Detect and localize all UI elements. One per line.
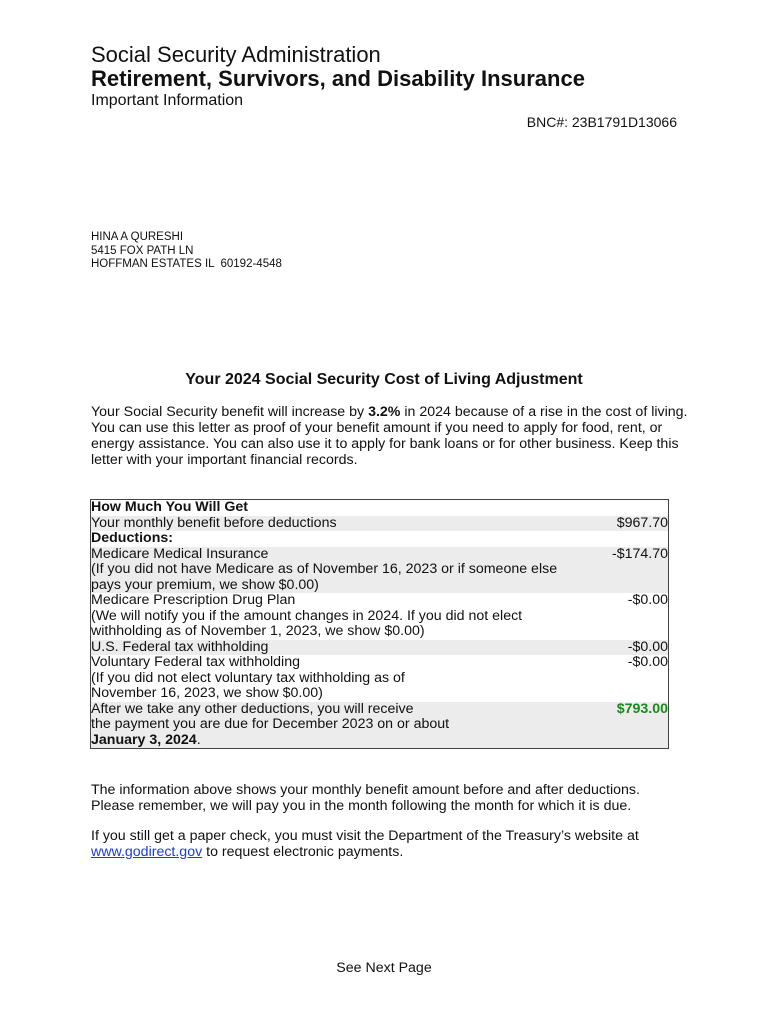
table-title-row	[91, 500, 668, 516]
recipient-address	[91, 231, 282, 272]
medicare-label: Medicare Medical Insurance	[91, 545, 269, 562]
monthly-benefit-row	[91, 516, 668, 532]
recipient-street: 5415 FOX PATH LN	[91, 244, 194, 257]
vol-tax-note: (If you did not elect voluntary tax withholding as of November 16, 2023, we show $0.00)	[91, 669, 405, 701]
final-line-2: the payment you are due for December 2023 on or about	[91, 716, 450, 732]
final-line-1: After we take any other deductions, you will receive	[91, 700, 414, 717]
medicare-row	[91, 547, 668, 594]
increase-percent: 3.2%	[368, 404, 401, 420]
intro-before: Your Social Security benefit will increase by	[91, 404, 369, 420]
drug-plan-note: (We will notify you if the amount changes in 2024. If you did not elect withholding as of November 1, 2023, we show $0.00)	[91, 607, 523, 639]
vol-tax-row	[91, 655, 668, 702]
recipient-name: HINA A QURESHI	[91, 231, 184, 243]
subtitle: Important Information	[91, 92, 244, 109]
vol-tax-amount: -$0.00	[627, 654, 668, 670]
final-payment-row	[91, 702, 668, 749]
deductions-label: Deductions:	[91, 530, 173, 546]
drug-plan-row	[91, 593, 668, 640]
drug-plan-label: Medicare Prescription Drug Plan	[91, 592, 296, 608]
paper-check-paragraph	[91, 828, 691, 860]
paper-check-text: If you still get a paper check, you must visit the Department of the Treasury’s website at	[91, 828, 639, 844]
drug-plan-amount: -$0.00	[627, 592, 668, 608]
letter-heading: Your 2024 Social Security Cost of Living Adjustment	[185, 371, 583, 388]
see-next-page: See Next Page	[336, 960, 432, 976]
payment-date-period: .	[196, 731, 201, 748]
fed-tax-label: U.S. Federal tax withholding	[91, 638, 269, 655]
agency-name: Social Security Administration	[91, 42, 381, 67]
explanation-paragraph	[91, 782, 691, 814]
godirect-link[interactable]: www.godirect.gov	[91, 844, 203, 860]
explanation-line-1: The information above shows your monthly benefit amount before and after deductions.	[91, 782, 640, 798]
bnc-number: BNC#: 23B1791D13066	[526, 114, 677, 130]
program-title: Retirement, Survivors, and Disability Insurance	[91, 66, 585, 91]
recipient-city: HOFFMAN ESTATES IL 60192-4548	[91, 258, 282, 270]
monthly-benefit-amount: $967.70	[616, 514, 668, 531]
payment-date: January 3, 2024	[91, 731, 197, 748]
medicare-note: (If you did not have Medicare as of November 16, 2023 or if someone else pays your premium, we show $0.00)	[91, 561, 558, 593]
fed-tax-amount: -$0.00	[627, 638, 668, 655]
fed-tax-row	[91, 640, 668, 656]
final-payment-amount: $793.00	[616, 700, 668, 717]
deductions-row	[91, 531, 668, 547]
monthly-benefit-label: Your monthly benefit before deductions	[91, 514, 337, 531]
benefit-table	[90, 499, 669, 749]
intro-paragraph	[91, 404, 691, 468]
medicare-amount: -$174.70	[611, 545, 668, 562]
paper-check-after: to request electronic payments.	[202, 844, 404, 860]
intro-after: in 2024 because of a rise in the cost of living. You can use this letter as proof of your benefit amount if you need to apply for food, rent, or energy assistance. You can also use it to apply for bank loans or for other business. Keep this letter with your important financial records.	[91, 404, 688, 468]
explanation-line-2: Please remember, we will pay you in the month following the month for which it is due.	[91, 798, 632, 814]
table-title: How Much You Will Get	[91, 499, 248, 515]
vol-tax-label: Voluntary Federal tax withholding	[91, 654, 300, 670]
